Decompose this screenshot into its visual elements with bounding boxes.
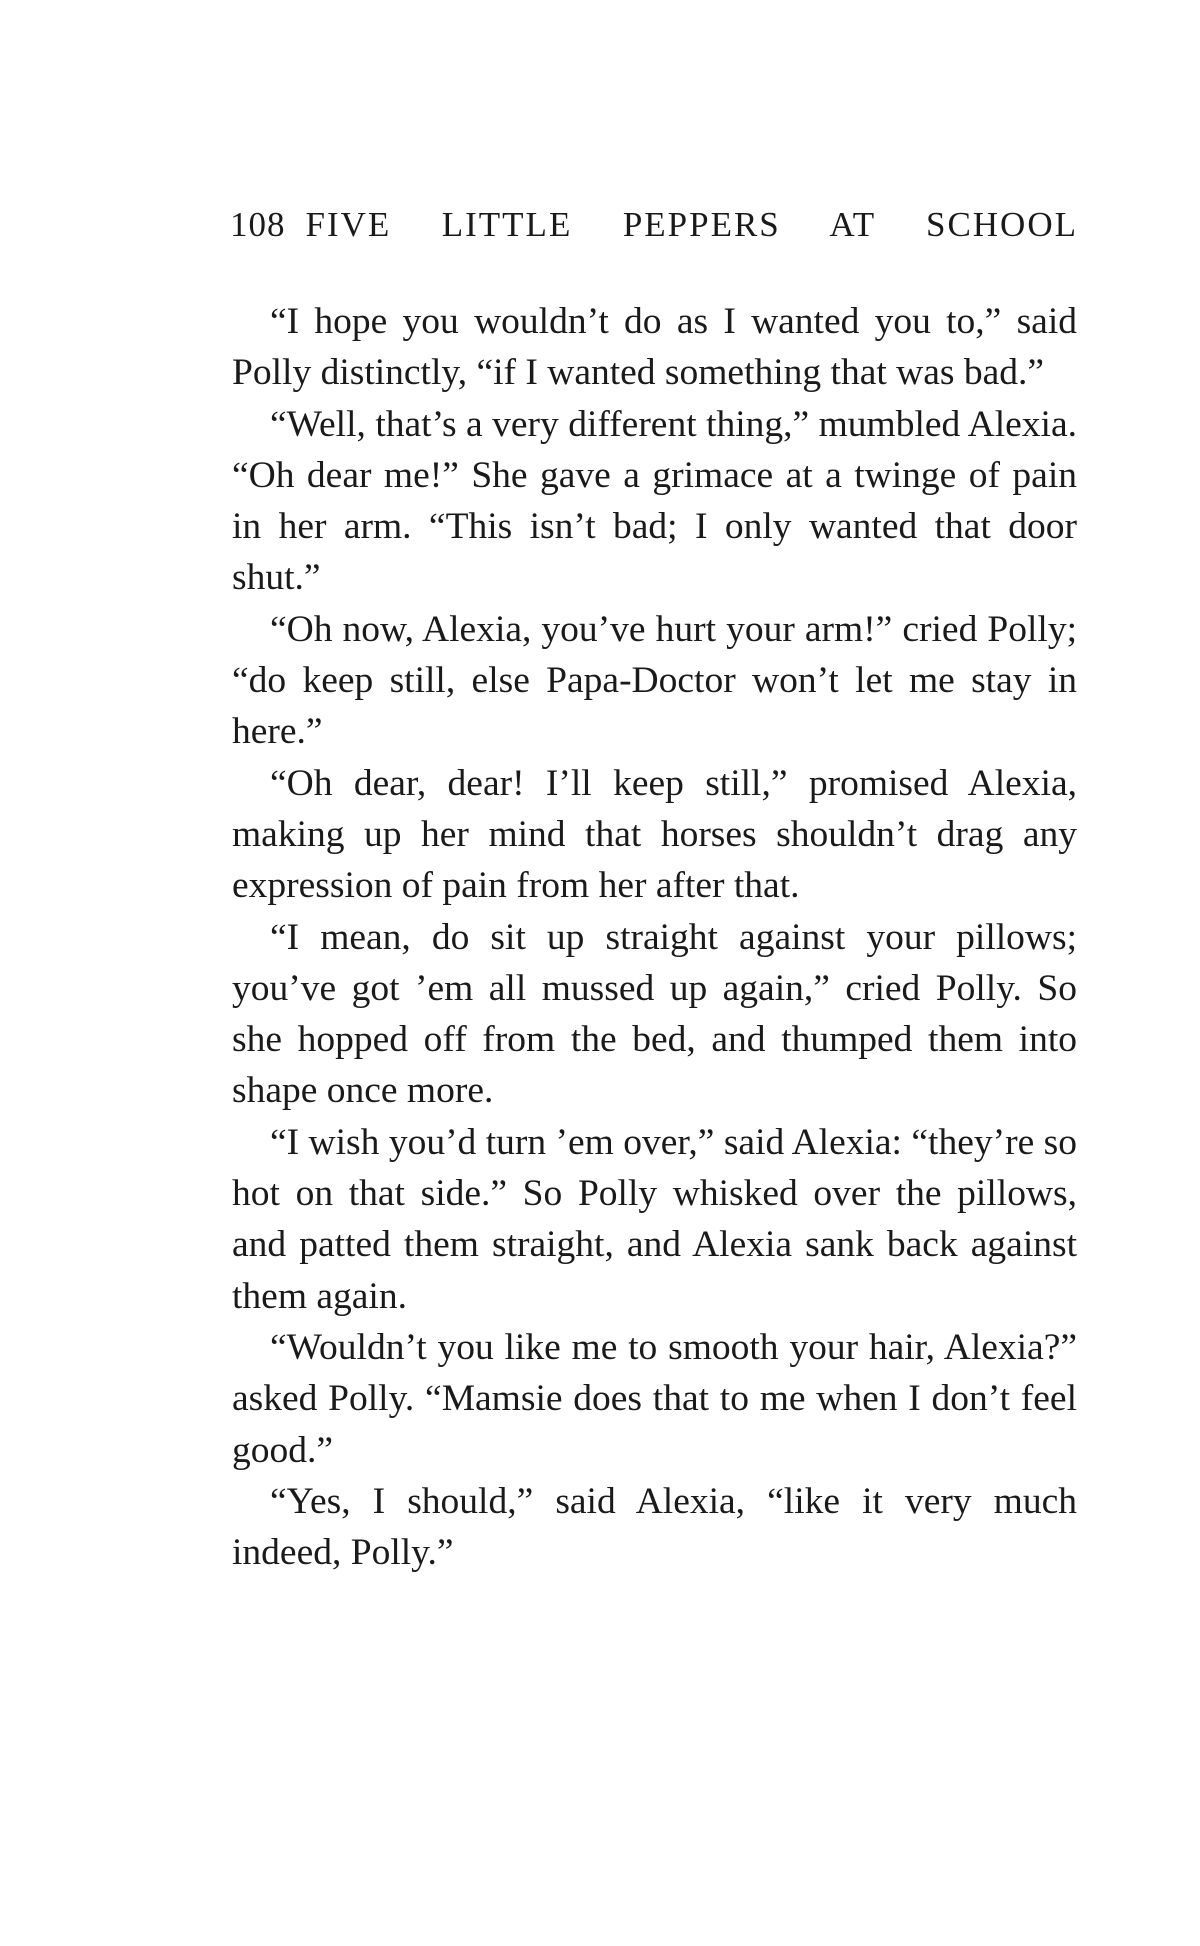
paragraph: “Yes, I should,” said Alexia, “like it very much indeed, Polly.” — [232, 1480, 1077, 1574]
paragraph: “Oh dear, dear! I’ll keep still,” promised Alexia, making up her mind that horses shouldn’t drag any expression of pain from her after that. — [232, 762, 1077, 907]
book-title: FIVE LITTLE PEPPERS AT SCHOOL — [305, 205, 1078, 244]
paragraph: “Oh now, Alexia, you’ve hurt your arm!” cried Polly; “do keep still, else Papa-Doctor won’t let me stay in here.” — [232, 608, 1077, 753]
paragraph: “Well, that’s a very different thing,” mumbled Alexia. “Oh dear me!” She gave a grimace at a twinge of pain in her arm. “This isn’t bad; I only wanted that door shut.” — [232, 403, 1077, 599]
paragraph: “Wouldn’t you like me to smooth your hair, Alexia?” asked Polly. “Mamsie does that to me when I don’t feel good.” — [232, 1326, 1077, 1471]
paragraph: “I hope you wouldn’t do as I wanted you to,” said Polly distinctly, “if I wanted something that was bad.” — [232, 301, 1077, 394]
running-head — [230, 205, 1078, 255]
paragraph: “I wish you’d turn ’em over,” said Alexia: “they’re so hot on that side.” So Polly whisked over the pillows, and patted them straight, and Alexia sank back against them again. — [232, 1121, 1077, 1317]
paragraph: “I mean, do sit up straight against your pillows; you’ve got ’em all mussed up again,” cried Polly. So she hopped off from the bed, and thumped them into shape once more. — [232, 916, 1077, 1112]
body-text — [232, 296, 1077, 1578]
page-number: 108 — [230, 205, 286, 244]
